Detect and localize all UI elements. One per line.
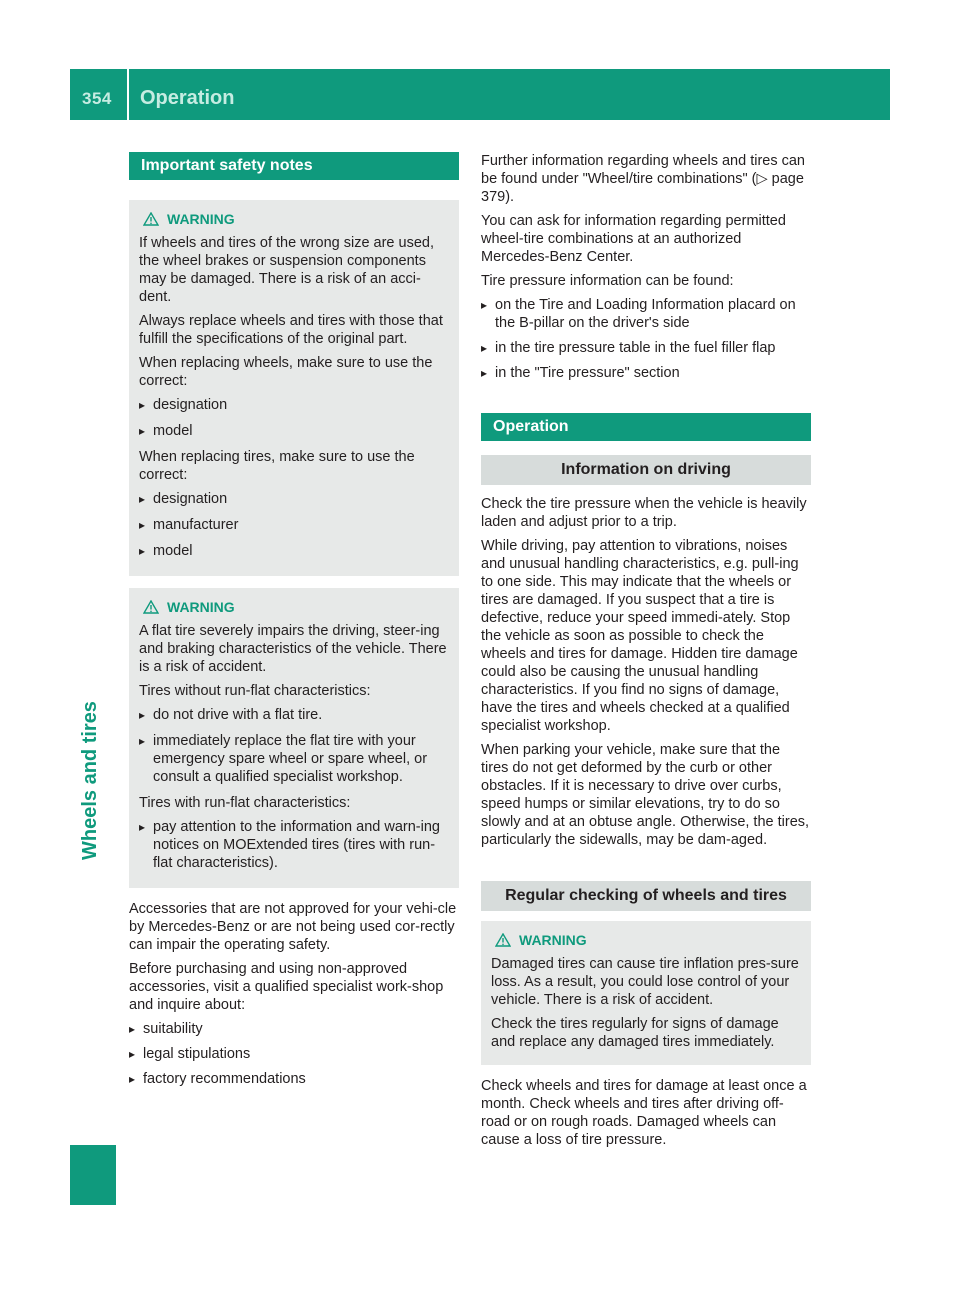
paragraph: Tire pressure information can be found: <box>481 273 734 289</box>
paragraph: Damaged tires can cause tire inflation pres-sure loss. As a result, you could lose control of your vehicle. There is a risk of accident. <box>491 956 799 1008</box>
warning-label: WARNING <box>167 599 235 615</box>
accessories-list <box>129 1020 459 1088</box>
paragraph: Always replace wheels and tires with those that fulfill the specifications of the original part. <box>139 313 443 347</box>
paragraph: While driving, pay attention to vibrations, noises and unusual handling characteristics, e.g. pull-ing to one side. This may indicate that the wheels or tires are damaged. If you suspect that a tire is defective, reduce your speed immedi-ately. Stop the vehicle as soon as possible to check the wheels and tires for damage. Hidden tire damage could also be causing the unusual handling characteristics. If you find no signs of damage, have the tires and wheels checked at a qualified specialist workshop. <box>481 538 799 734</box>
warning-triangle-icon <box>143 600 159 614</box>
side-tab-label: Wheels and tires <box>79 701 101 860</box>
paragraph: Further information regarding wheels and tires can be found under "Wheel/tire combinations" (▷ page 379). <box>481 153 805 205</box>
side-tab <box>79 701 119 890</box>
paragraph: Check wheels and tires for damage at least once a month. Check wheels and tires after driving off-road or on rough roads. Damaged wheels can cause a loss of tire pressure. <box>481 1078 807 1148</box>
list-item: ▸ model <box>139 422 449 440</box>
warning-heading <box>495 931 801 949</box>
warning-triangle-icon <box>495 933 511 947</box>
paragraph: You can ask for information regarding permitted wheel-tire combinations at an authorized Mercedes-Benz Center. <box>481 213 786 265</box>
warning-heading <box>143 598 449 616</box>
warning-label: WARNING <box>519 932 587 948</box>
paragraph: Tires with run-flat characteristics: <box>139 795 351 811</box>
list-item: ▸ factory recommendations <box>129 1070 459 1088</box>
list-item: ▸ designation <box>139 396 449 414</box>
page-number: 354 <box>82 89 112 108</box>
warning-box-wrong-size <box>129 200 459 576</box>
list-item: ▸ pay attention to the information and warn-ing notices on MOExtended tires (tires with run-flat characteristics). <box>139 818 449 872</box>
subsection-title-checking: Regular checking of wheels and tires <box>481 881 811 911</box>
paragraph: When parking your vehicle, make sure that the tires do not get deformed by the curb or other obstacles. If it is necessary to drive over curbs, speed humps or similar elevations, try to do so slowly and at an obtuse angle. Otherwise, the tires, particularly the sidewalls, may be dam-aged. <box>481 742 810 848</box>
pressure-location-list <box>481 296 811 382</box>
paragraph: Accessories that are not approved for your vehi-cle by Mercedes-Benz or are not being used cor-rectly can impair the operating safety. <box>129 901 457 953</box>
paragraph: Tires without run-flat characteristics: <box>139 683 371 699</box>
subsection-title-driving: Information on driving <box>481 455 811 485</box>
paragraph: A flat tire severely impairs the driving, steer-ing and braking characteristics of the vehicle. There is a risk of accident. <box>139 623 447 675</box>
tire-list <box>139 490 449 560</box>
list-item: ▸ model <box>139 542 449 560</box>
page-header <box>70 69 890 120</box>
paragraph: When replacing tires, make sure to use the correct: <box>139 449 415 483</box>
left-column <box>129 152 459 1095</box>
paragraph: Before purchasing and using non-approved accessories, visit a qualified specialist work-shop and inquire about: <box>129 961 444 1013</box>
right-column <box>481 152 811 1155</box>
chapter-title: Operation <box>140 87 235 109</box>
list-item: ▸ on the Tire and Loading Information placard on the B-pillar on the driver's side <box>481 296 811 332</box>
list-item: ▸ designation <box>139 490 449 508</box>
section-title-safety: Important safety notes <box>129 152 459 180</box>
warning-box-damaged-tires <box>481 921 811 1065</box>
runflat-list <box>139 818 449 872</box>
paragraph: Check the tires regularly for signs of damage and replace any damaged tires immediately. <box>491 1016 779 1050</box>
side-tab-block <box>70 1145 116 1205</box>
list-item: ▸ legal stipulations <box>129 1045 459 1063</box>
paragraph: When replacing wheels, make sure to use the correct: <box>139 355 433 389</box>
warning-box-flat-tire <box>129 588 459 888</box>
warning-label: WARNING <box>167 211 235 227</box>
list-item: ▸ do not drive with a flat tire. <box>139 706 449 724</box>
list-item: ▸ in the "Tire pressure" section <box>481 364 811 382</box>
warning-triangle-icon <box>143 212 159 226</box>
header-divider <box>127 69 129 120</box>
warning-heading <box>143 210 449 228</box>
list-item: ▸ manufacturer <box>139 516 449 534</box>
no-runflat-list <box>139 706 449 786</box>
list-item: ▸ in the tire pressure table in the fuel filler flap <box>481 339 811 357</box>
list-item: ▸ suitability <box>129 1020 459 1038</box>
paragraph: Check the tire pressure when the vehicle is heavily laden and adjust prior to a trip. <box>481 496 807 530</box>
wheel-list <box>139 396 449 440</box>
section-title-operation: Operation <box>481 413 811 441</box>
paragraph: If wheels and tires of the wrong size are used, the wheel brakes or suspension components may be damaged. There is a risk of an acci-dent. <box>139 235 434 305</box>
list-item: ▸ immediately replace the flat tire with your emergency spare wheel or spare wheel, or consult a qualified specialist workshop. <box>139 732 449 786</box>
